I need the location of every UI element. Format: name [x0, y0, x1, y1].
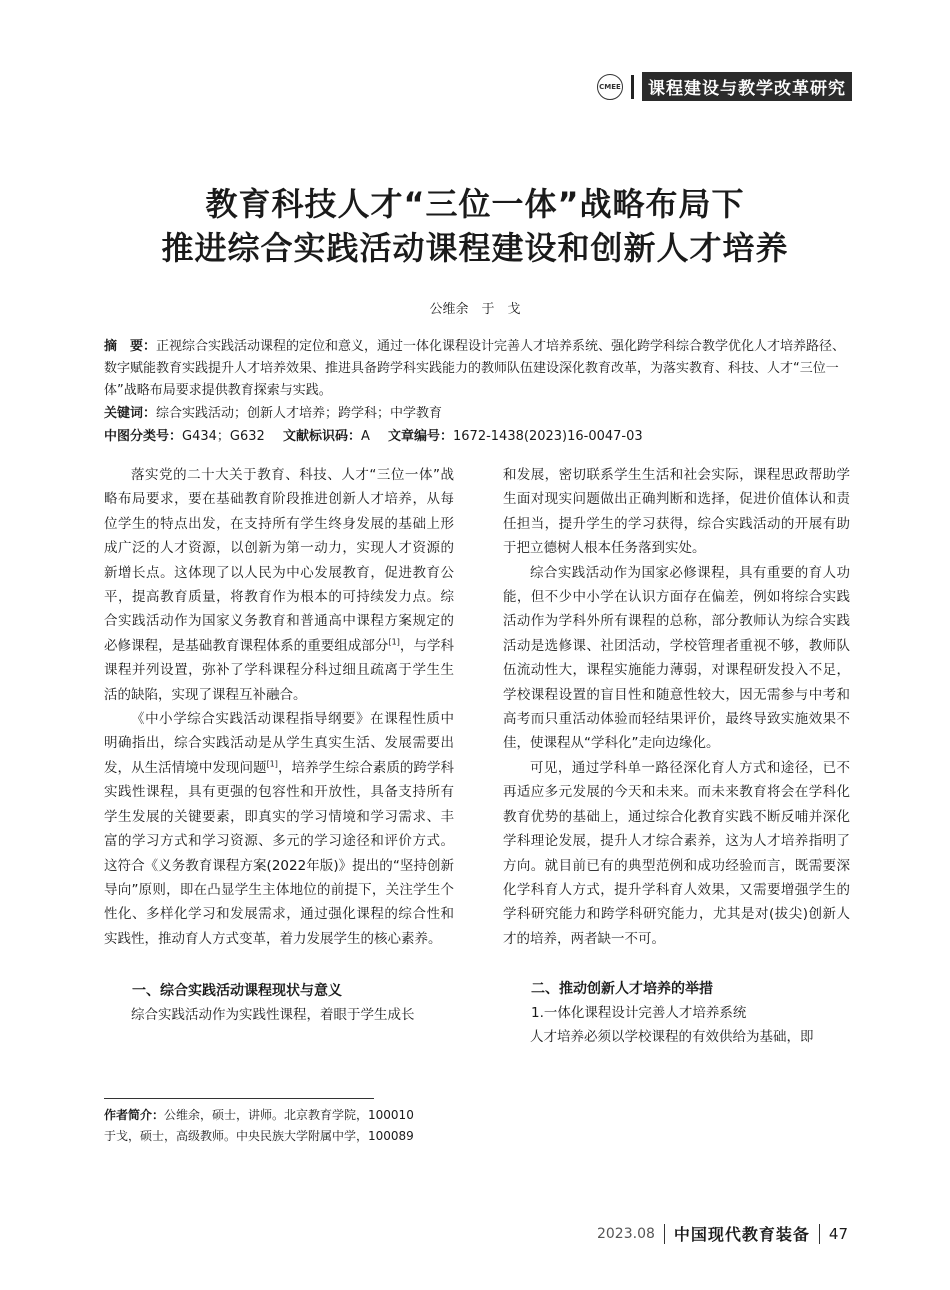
paragraph: 可见，通过学科单一路径深化育人方式和途径，已不再适应多元发展的今天和未来。而未来教育将会在学科化教育优势的基础上，通过综合化教育实践不断反哺并深化学科理论发展，提升人才综合素养，这为人才培养指明了方向。就目前已有的典型范例和成功经验而言，既需要深化学科育人方式，提升学科育人效果，又需要增强学生的学科研究能力和跨学科研究能力，尤其是对(拔尖)创新人才的培养，两者缺一不可。 [503, 759, 850, 947]
right-column [503, 463, 850, 1050]
art-value: 1672-1438(2023)16-0047-03 [453, 429, 643, 444]
left-column [104, 463, 454, 1028]
subsection-heading: 1.一体化课程设计完善人才培养系统 [531, 1005, 747, 1022]
journal-logo-icon: CMEE [597, 74, 623, 100]
doc-label: 文献标识码： [282, 429, 361, 444]
bio-label: 作者简介： [104, 1108, 165, 1122]
classification [104, 426, 854, 448]
authors: 公维余 于 戈 [429, 302, 521, 317]
section-title: 课程建设与教学改革研究 [642, 72, 852, 101]
journal-name: 中国现代教育装备 [673, 1225, 810, 1244]
abstract-label: 摘 要： [104, 339, 157, 354]
keywords [104, 403, 854, 425]
paragraph: 人才培养必须以学校课程的有效供给为基础，即 [530, 1029, 814, 1046]
section-heading-2: 二、推动创新人才培养的举措 [531, 981, 713, 998]
clc-label: 中图分类号： [104, 429, 183, 444]
paragraph: 综合实践活动作为国家必修课程，具有重要的育人功能，但不少中小学在认识方面存在偏差，例如将综合实践活动作为学科外所有课程的总称，部分教师认为综合实践活动是选修课、社团活动，学校管理者重视不够，教师队伍流动性大，课程实施能力薄弱，对课程研发投入不足，学校课程设置的盲目性和随意性较大，因无需参与中考和高考而只重活动体验而轻结果评价，最终导致实施效果不佳，使课程从“学科化”走向边缘化。 [503, 564, 850, 752]
author-bio [104, 1105, 474, 1147]
paragraph: 《中小学综合实践活动课程指导纲要》在课程性质中明确指出，综合实践活动是从学生真实生活、发展需要出发，从生活情境中发现问题[1]，培养学生综合素质的跨学科实践性课程，具有更强的包容性和开放性，具备支持所有学生发展的关键要素，即真实的学习情境和学习需求、丰富的学习方式和学习资源、多元的学习途径和评价方式。这符合《义务教育课程方案(2022年版)》提出的“坚持创新导向”原则，即在凸显学生主体地位的前提下，关注学生个性化、多样化学习和发展需求，通过强化课程的综合性和实践性，推动育人方式变革，着力发展学生的核心素养。 [104, 711, 455, 947]
bio-line-1: 公维余，硕士，讲师。北京教育学院，100010 [164, 1108, 414, 1122]
clc-value: G434；G632 [182, 429, 265, 444]
title-line-1: 教育科技人才“三位一体”战略布局下 [205, 185, 745, 223]
citation: [1] [388, 637, 400, 647]
issue-date: 2023.08 [596, 1225, 655, 1242]
paragraph: 和发展，密切联系学生生活和社会实际，课程思政帮助学生面对现实问题做出正确判断和选择，促进价值体认和责任担当，提升学生的学习获得，综合实践活动的开展有助于把立德树人根本任务落到实处。 [503, 467, 850, 557]
page-footer [597, 1222, 848, 1245]
title-line-2: 推进综合实践活动课程建设和创新人才培养 [161, 229, 789, 267]
section-heading-1: 一、综合实践活动课程现状与意义 [132, 983, 342, 1000]
doc-value: A [360, 429, 370, 444]
article-title [0, 182, 950, 270]
header-divider [631, 75, 634, 99]
abstract-text: 正视综合实践活动课程的定位和意义，通过一体化课程设计完善人才培养系统、强化跨学科综合教学优化人才培养路径、数字赋能教育实践提升人才培养效果、推进具备跨学科实践能力的教师队伍建设深化教育改革，为落实教育、科技、人才“三位一体”战略布局要求提供教育探索与实践。 [104, 339, 846, 398]
footnote-divider [104, 1098, 374, 1099]
keywords-label: 关键词： [104, 406, 157, 421]
art-label: 文章编号： [388, 429, 454, 444]
footer-divider [819, 1224, 820, 1244]
citation: [1] [266, 759, 278, 769]
abstract [104, 336, 854, 402]
paragraph: 综合实践活动作为实践性课程，着眼于学生成长 [131, 1007, 415, 1024]
running-header [597, 72, 852, 101]
footer-divider [664, 1224, 665, 1244]
bio-line-2: 于戈，硕士，高级教师。中央民族大学附属中学，100089 [104, 1129, 414, 1143]
paragraph: 落实党的二十大关于教育、科技、人才“三位一体”战略布局要求，要在基础教育阶段推进创新人才培养，从每位学生的特点出发，在支持所有学生终身发展的基础上形成广泛的人才资源，以创新为第一动力，实现人才资源的新增长点。这体现了以人民为中心发展教育，促进教育公平，提高教育质量，将教育作为根本的可持续发力点。综合实践活动作为国家义务教育和普通高中课程方案规定的必修课程，是基础教育课程体系的重要组成部分[1]，与学科课程并列设置，弥补了学科课程分科过细且疏离于学生生活的缺陷，实现了课程互补融合。 [104, 467, 455, 703]
keywords-text: 综合实践活动；创新人才培养；跨学科；中学教育 [156, 406, 443, 421]
page-number: 47 [828, 1224, 848, 1243]
